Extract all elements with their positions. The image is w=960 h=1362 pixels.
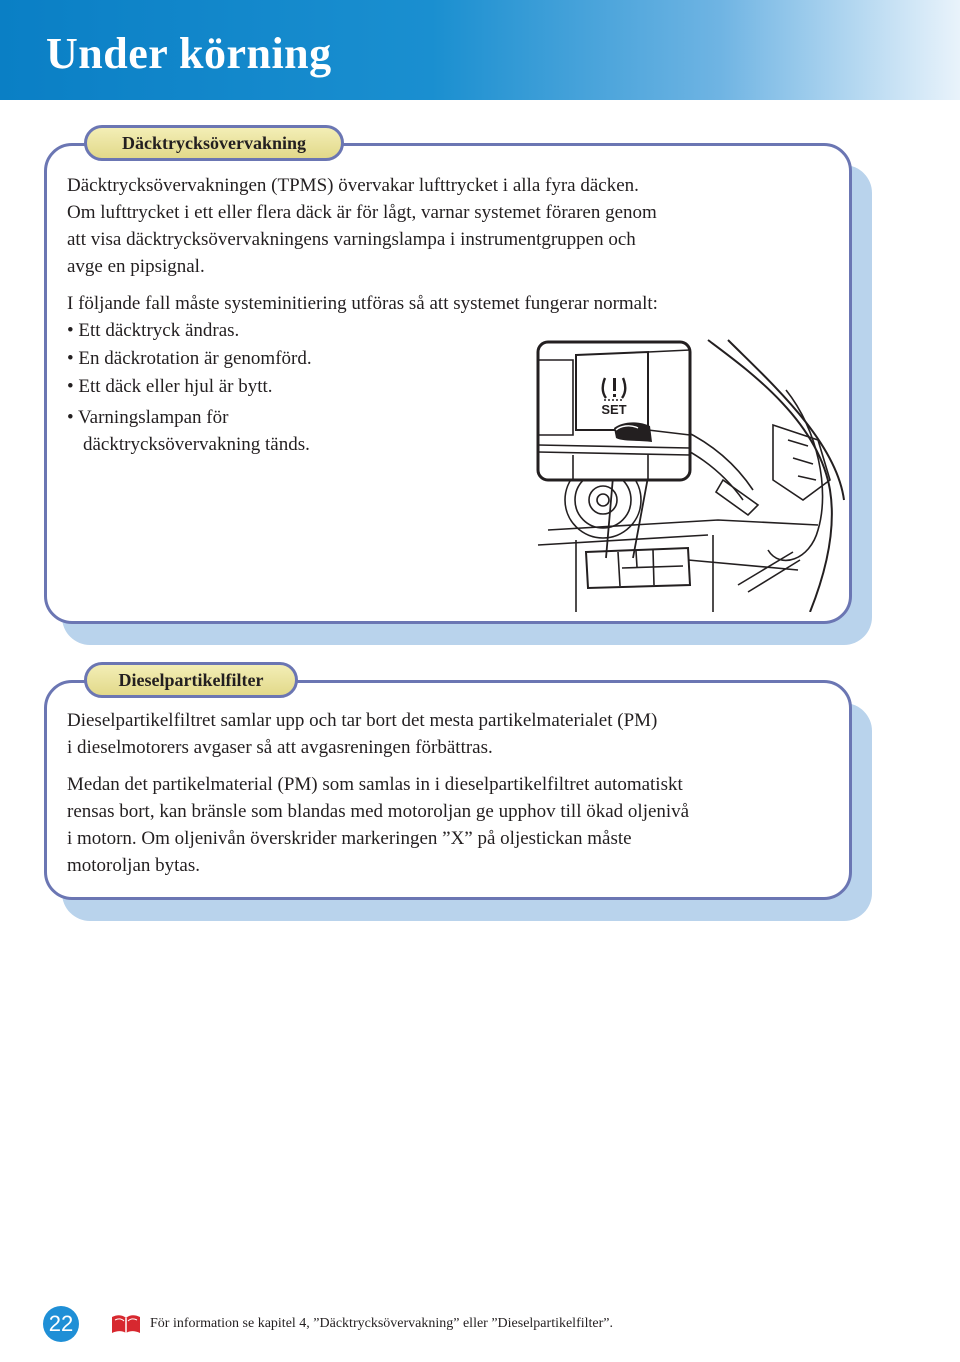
tpms-line: Om lufttrycket i ett eller flera däck är för lågt, varnar systemet föraren genom <box>67 202 657 223</box>
tpms-bullet-continuation: däcktrycksövervakning tänds. <box>83 434 310 455</box>
dpf-paragraph-1 <box>67 707 837 761</box>
tpms-bullet: • Varningslampan för <box>67 407 229 428</box>
tpms-line: att visa däcktrycksövervakningens varningslampa i instrumentgruppen och <box>67 229 636 250</box>
dpf-line: rensas bort, kan bränsle som blandas med motoroljan ge upphov till ökad oljenivå <box>67 801 690 822</box>
dpf-paragraph-2 <box>67 771 837 879</box>
tpms-line: Däcktrycksövervakningen (TPMS) övervakar lufttrycket i alla fyra däcken. <box>67 175 639 196</box>
dpf-line: i dieselmotorers avgaser så att avgasreningen förbättras. <box>67 737 493 758</box>
tpms-paragraph-1 <box>67 172 827 280</box>
tpms-bullet: • En däckrotation är genomförd. <box>67 348 312 369</box>
dpf-line: Dieselpartikelfiltret samlar upp och tar bort det mesta partikelmaterialet (PM) <box>67 710 658 731</box>
tpms-bullet: • Ett däcktryck ändras. <box>67 320 240 341</box>
tpms-line: avge en pipsignal. <box>67 256 205 277</box>
tpms-bullet: • Ett däck eller hjul är bytt. <box>67 376 273 397</box>
page-number: 22 <box>43 1306 79 1342</box>
dpf-line: i motorn. Om oljenivån överskrider markeringen ”X” på oljestickan måste <box>67 828 632 849</box>
book-icon <box>110 1313 142 1335</box>
page-header <box>0 0 960 100</box>
page-title: Under körning <box>46 29 332 78</box>
dpf-text <box>67 707 837 889</box>
dpf-section-tab: Dieselpartikelfilter <box>84 662 298 698</box>
tpms-paragraph-2: I följande fall måste systeminitiering utföras så att systemet fungerar normalt: <box>67 293 658 314</box>
tpms-section-tab: Däcktrycksövervakning <box>84 125 344 161</box>
dpf-line: Medan det partikelmaterial (PM) som samlas in i dieselpartikelfiltret automatiskt <box>67 774 683 795</box>
dpf-line: motoroljan bytas. <box>67 855 200 876</box>
footer-reference: För information se kapitel 4, ”Däcktrycksövervakning” eller ”Dieselpartikelfilter”. <box>150 1316 613 1331</box>
tpms-set-switch-illustration <box>518 330 848 612</box>
set-button-label: SET <box>601 402 627 417</box>
